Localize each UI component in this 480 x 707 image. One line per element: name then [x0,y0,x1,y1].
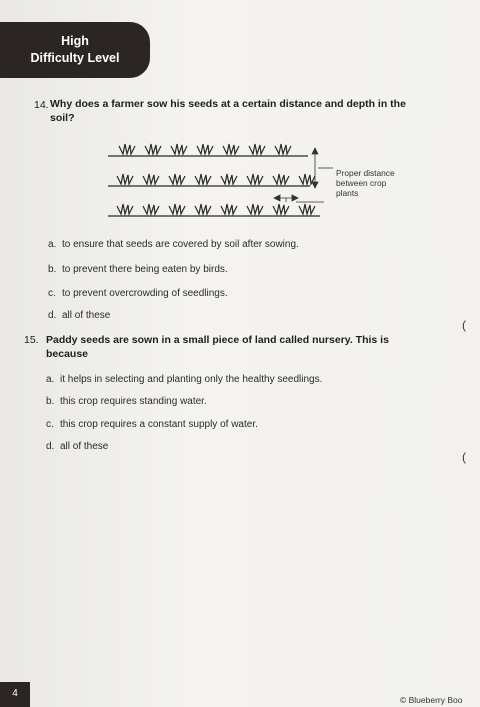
seedling-tuft [145,144,161,154]
seedling-tuft [249,144,265,154]
option-letter: b. [46,396,55,407]
seedling-tuft [143,204,159,214]
seedling-tuft [247,204,263,214]
question-14-text [50,97,480,125]
q15-option-b[interactable] [46,396,207,407]
seedling-tuft [197,144,213,154]
banner-line-2: Difficulty Level [30,51,120,65]
q14-answer-box[interactable]: ( [462,318,466,332]
option-text: this crop requires a constant supply of water. [60,419,258,430]
seedling-tuft [221,204,237,214]
question-15-line-1: Paddy seeds are sown in a small piece of land called nursery. This is [46,334,389,346]
banner-line-1: High [61,34,89,48]
q15-option-a[interactable] [46,374,322,385]
seedling-tuft [195,204,211,214]
question-14-number: 14. [34,99,49,111]
option-letter: d. [46,441,55,452]
question-14-line-1: Why does a farmer sow his seeds at a certain distance and depth in the [50,98,406,110]
option-letter: d. [48,310,57,321]
seedling-tuft [273,204,289,214]
q15-option-d[interactable] [46,441,108,452]
option-text: to prevent overcrowding of seedlings. [62,288,228,299]
figure-label-line-2: between crop [336,178,387,188]
publisher-footer: © Blueberry Boo [400,695,463,705]
question-15-line-2: because [46,348,89,360]
seedling-tuft [117,174,133,184]
seedling-tuft [221,174,237,184]
question-14-line-2: soil? [50,112,75,124]
option-text: all of these [62,310,111,321]
arrow-head-left [274,195,280,201]
option-letter: b. [48,264,57,275]
option-text: all of these [60,441,109,452]
q14-option-d[interactable] [48,310,110,321]
seedling-tuft [119,144,135,154]
seedling-tuft [275,144,291,154]
arrow-head-down [312,182,318,188]
crop-spacing-figure [108,128,418,228]
option-letter: a. [46,374,55,385]
option-text: to prevent there being eaten by birds. [62,264,228,275]
seedling-tuft [273,174,289,184]
difficulty-banner [0,22,150,78]
arrow-head-up [312,148,318,154]
arrow-head-right [292,195,298,201]
seedling-tuft [143,174,159,184]
option-letter: c. [46,419,54,430]
option-letter: a. [48,239,57,250]
option-text: to ensure that seeds are covered by soil after sowing. [62,239,299,250]
option-text: it helps in selecting and planting only the healthy seedlings. [60,374,323,385]
q14-option-b[interactable] [48,264,228,275]
q15-answer-box[interactable]: ( [462,450,466,464]
figure-label-line-1: Proper distance [336,168,395,178]
seedling-tuft [169,174,185,184]
q14-option-c[interactable] [48,288,228,299]
page-number: 4 [0,682,30,707]
figure-label [336,168,395,198]
q14-option-a[interactable] [48,239,299,250]
seedling-tuft [195,174,211,184]
option-letter: c. [48,288,56,299]
question-15-number: 15. [24,334,39,346]
seedling-tuft [117,204,133,214]
question-15-text [46,333,466,361]
seedling-tuft [171,144,187,154]
seedling-tuft [299,204,315,214]
seedling-tuft [169,204,185,214]
figure-label-line-3: plants [336,188,359,198]
seedling-tuft [223,144,239,154]
seedling-tuft [247,174,263,184]
option-text: this crop requires standing water. [60,396,207,407]
q15-option-c[interactable] [46,419,258,430]
